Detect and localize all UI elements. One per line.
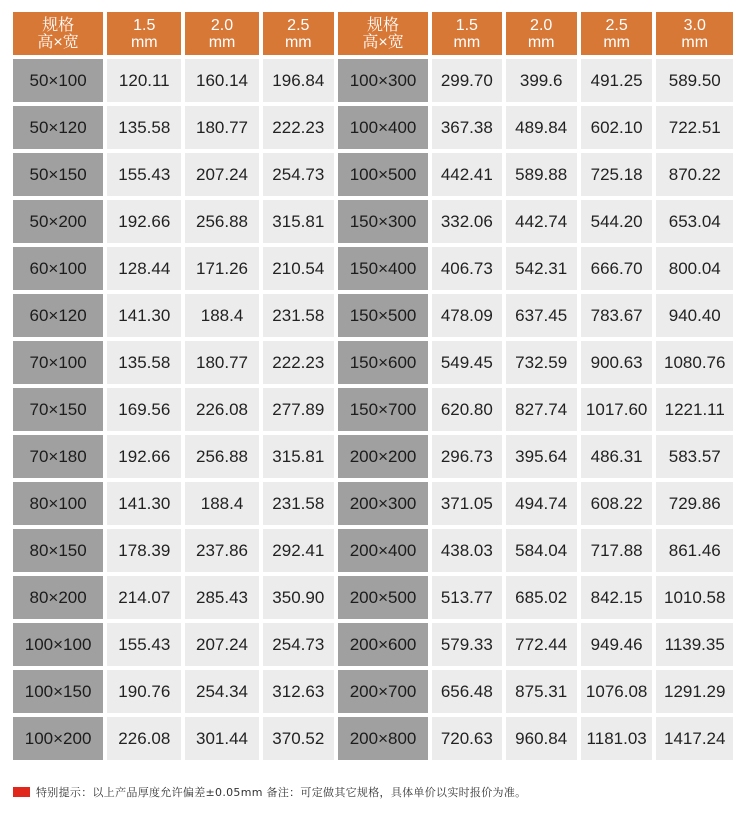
price-cell: 155.43 bbox=[107, 623, 181, 666]
footnote bbox=[13, 784, 526, 800]
price-cell: 438.03 bbox=[432, 529, 501, 572]
price-cell: 722.51 bbox=[656, 106, 733, 149]
price-cell: 1417.24 bbox=[656, 717, 733, 760]
table-row bbox=[13, 576, 733, 619]
price-cell: 827.74 bbox=[506, 388, 577, 431]
price-cell: 296.73 bbox=[432, 435, 501, 478]
table-row bbox=[13, 388, 733, 431]
column-header bbox=[432, 12, 501, 55]
price-cell: 180.77 bbox=[185, 341, 258, 384]
spec-cell: 200×500 bbox=[338, 576, 428, 619]
price-cell: 256.88 bbox=[185, 435, 258, 478]
price-cell: 1010.58 bbox=[656, 576, 733, 619]
price-cell: 870.22 bbox=[656, 153, 733, 196]
spec-cell: 150×600 bbox=[338, 341, 428, 384]
price-cell: 315.81 bbox=[263, 200, 334, 243]
table-row bbox=[13, 247, 733, 290]
price-cell: 207.24 bbox=[185, 153, 258, 196]
price-cell: 171.26 bbox=[185, 247, 258, 290]
spec-cell: 150×300 bbox=[338, 200, 428, 243]
spec-cell: 60×100 bbox=[13, 247, 103, 290]
price-cell: 491.25 bbox=[581, 59, 653, 102]
price-cell: 155.43 bbox=[107, 153, 181, 196]
table-row bbox=[13, 294, 733, 337]
table-row bbox=[13, 670, 733, 713]
footnote-red-marker bbox=[13, 787, 30, 797]
price-cell: 725.18 bbox=[581, 153, 653, 196]
price-cell: 729.86 bbox=[656, 482, 733, 525]
column-header-line1: 规格 bbox=[42, 16, 75, 34]
price-cell: 685.02 bbox=[506, 576, 577, 619]
header-row bbox=[13, 12, 733, 55]
price-cell: 141.30 bbox=[107, 482, 181, 525]
price-cell: 542.31 bbox=[506, 247, 577, 290]
price-cell: 226.08 bbox=[185, 388, 258, 431]
column-header-line2: mm bbox=[453, 33, 481, 51]
price-cell: 367.38 bbox=[432, 106, 501, 149]
price-cell: 656.48 bbox=[432, 670, 501, 713]
price-cell: 192.66 bbox=[107, 435, 181, 478]
spec-cell: 200×700 bbox=[338, 670, 428, 713]
price-cell: 900.63 bbox=[581, 341, 653, 384]
price-cell: 478.09 bbox=[432, 294, 501, 337]
price-cell: 513.77 bbox=[432, 576, 501, 619]
price-cell: 584.04 bbox=[506, 529, 577, 572]
spec-cell: 50×200 bbox=[13, 200, 103, 243]
price-cell: 579.33 bbox=[432, 623, 501, 666]
price-cell: 406.73 bbox=[432, 247, 501, 290]
price-cell: 222.23 bbox=[263, 106, 334, 149]
price-cell: 231.58 bbox=[263, 482, 334, 525]
price-cell: 135.58 bbox=[107, 341, 181, 384]
price-cell: 589.50 bbox=[656, 59, 733, 102]
price-cell: 1017.60 bbox=[581, 388, 653, 431]
price-table bbox=[9, 8, 737, 764]
spec-cell: 100×200 bbox=[13, 717, 103, 760]
spec-cell: 150×700 bbox=[338, 388, 428, 431]
column-header-line2: mm bbox=[681, 33, 709, 51]
price-cell: 254.34 bbox=[185, 670, 258, 713]
price-cell: 371.05 bbox=[432, 482, 501, 525]
table-row bbox=[13, 717, 733, 760]
column-header bbox=[13, 12, 103, 55]
price-cell: 315.81 bbox=[263, 435, 334, 478]
price-cell: 254.73 bbox=[263, 153, 334, 196]
price-cell: 1181.03 bbox=[581, 717, 653, 760]
spec-cell: 50×150 bbox=[13, 153, 103, 196]
price-cell: 800.04 bbox=[656, 247, 733, 290]
price-cell: 188.4 bbox=[185, 482, 258, 525]
spec-cell: 70×150 bbox=[13, 388, 103, 431]
column-header-line1: 2.5 bbox=[287, 16, 310, 34]
price-cell: 544.20 bbox=[581, 200, 653, 243]
price-table-container bbox=[13, 12, 737, 764]
spec-cell: 70×180 bbox=[13, 435, 103, 478]
spec-cell: 100×150 bbox=[13, 670, 103, 713]
price-cell: 602.10 bbox=[581, 106, 653, 149]
price-cell: 188.4 bbox=[185, 294, 258, 337]
price-cell: 494.74 bbox=[506, 482, 577, 525]
price-cell: 489.84 bbox=[506, 106, 577, 149]
price-cell: 486.31 bbox=[581, 435, 653, 478]
table-body bbox=[13, 59, 733, 760]
column-header bbox=[107, 12, 181, 55]
price-cell: 120.11 bbox=[107, 59, 181, 102]
table-row bbox=[13, 623, 733, 666]
price-cell: 1221.11 bbox=[656, 388, 733, 431]
column-header bbox=[656, 12, 733, 55]
price-cell: 169.56 bbox=[107, 388, 181, 431]
price-cell: 226.08 bbox=[107, 717, 181, 760]
price-cell: 350.90 bbox=[263, 576, 334, 619]
price-cell: 720.63 bbox=[432, 717, 501, 760]
price-cell: 960.84 bbox=[506, 717, 577, 760]
price-cell: 285.43 bbox=[185, 576, 258, 619]
column-header-line1: 1.5 bbox=[133, 16, 156, 34]
price-cell: 861.46 bbox=[656, 529, 733, 572]
price-cell: 370.52 bbox=[263, 717, 334, 760]
spec-cell: 50×100 bbox=[13, 59, 103, 102]
price-cell: 210.54 bbox=[263, 247, 334, 290]
price-cell: 231.58 bbox=[263, 294, 334, 337]
price-cell: 128.44 bbox=[107, 247, 181, 290]
spec-cell: 200×300 bbox=[338, 482, 428, 525]
spec-cell: 200×600 bbox=[338, 623, 428, 666]
price-cell: 442.74 bbox=[506, 200, 577, 243]
column-header-line2: mm bbox=[603, 33, 630, 51]
price-cell: 653.04 bbox=[656, 200, 733, 243]
price-cell: 666.70 bbox=[581, 247, 653, 290]
price-cell: 1139.35 bbox=[656, 623, 733, 666]
price-cell: 549.45 bbox=[432, 341, 501, 384]
table-row bbox=[13, 200, 733, 243]
spec-cell: 80×200 bbox=[13, 576, 103, 619]
price-cell: 196.84 bbox=[263, 59, 334, 102]
price-cell: 254.73 bbox=[263, 623, 334, 666]
footnote-text: 特别提示：以上产品厚度允许偏差±0.05mm 备注：可定做其它规格，具体单价以实时报价为准。 bbox=[36, 786, 527, 799]
price-cell: 772.44 bbox=[506, 623, 577, 666]
spec-cell: 200×200 bbox=[338, 435, 428, 478]
column-header-line2: mm bbox=[208, 33, 236, 51]
column-header-line1: 2.0 bbox=[210, 16, 234, 34]
column-header-line1: 2.0 bbox=[530, 16, 553, 34]
price-cell: 589.88 bbox=[506, 153, 577, 196]
price-cell: 395.64 bbox=[506, 435, 577, 478]
price-cell: 940.40 bbox=[656, 294, 733, 337]
price-cell: 608.22 bbox=[581, 482, 653, 525]
table-row bbox=[13, 153, 733, 196]
spec-cell: 100×300 bbox=[338, 59, 428, 102]
price-cell: 875.31 bbox=[506, 670, 577, 713]
price-cell: 190.76 bbox=[107, 670, 181, 713]
price-cell: 949.46 bbox=[581, 623, 653, 666]
spec-cell: 70×100 bbox=[13, 341, 103, 384]
column-header-line2: mm bbox=[130, 33, 158, 51]
price-cell: 637.45 bbox=[506, 294, 577, 337]
price-cell: 399.6 bbox=[506, 59, 577, 102]
spec-cell: 200×800 bbox=[338, 717, 428, 760]
price-cell: 717.88 bbox=[581, 529, 653, 572]
spec-cell: 80×150 bbox=[13, 529, 103, 572]
price-cell: 1291.29 bbox=[656, 670, 733, 713]
table-row bbox=[13, 106, 733, 149]
price-cell: 237.86 bbox=[185, 529, 258, 572]
column-header bbox=[185, 12, 258, 55]
price-cell: 1080.76 bbox=[656, 341, 733, 384]
column-header-line1: 规格 bbox=[367, 16, 400, 34]
spec-cell: 100×400 bbox=[338, 106, 428, 149]
spec-cell: 200×400 bbox=[338, 529, 428, 572]
column-header bbox=[581, 12, 653, 55]
price-cell: 160.14 bbox=[185, 59, 258, 102]
column-header bbox=[263, 12, 334, 55]
price-cell: 301.44 bbox=[185, 717, 258, 760]
price-cell: 783.67 bbox=[581, 294, 653, 337]
price-cell: 332.06 bbox=[432, 200, 501, 243]
table-row bbox=[13, 341, 733, 384]
spec-cell: 150×400 bbox=[338, 247, 428, 290]
column-header-line2: mm bbox=[284, 33, 312, 51]
price-cell: 620.80 bbox=[432, 388, 501, 431]
table-row bbox=[13, 529, 733, 572]
table-row bbox=[13, 482, 733, 525]
spec-cell: 100×500 bbox=[338, 153, 428, 196]
price-cell: 214.07 bbox=[107, 576, 181, 619]
spec-cell: 50×120 bbox=[13, 106, 103, 149]
price-cell: 178.39 bbox=[107, 529, 181, 572]
spec-cell: 150×500 bbox=[338, 294, 428, 337]
price-cell: 207.24 bbox=[185, 623, 258, 666]
price-cell: 141.30 bbox=[107, 294, 181, 337]
price-cell: 842.15 bbox=[581, 576, 653, 619]
price-cell: 442.41 bbox=[432, 153, 501, 196]
spec-cell: 80×100 bbox=[13, 482, 103, 525]
price-cell: 222.23 bbox=[263, 341, 334, 384]
column-header-line2: 高×宽 bbox=[37, 33, 79, 51]
price-cell: 135.58 bbox=[107, 106, 181, 149]
price-cell: 299.70 bbox=[432, 59, 501, 102]
price-cell: 292.41 bbox=[263, 529, 334, 572]
price-cell: 192.66 bbox=[107, 200, 181, 243]
price-cell: 277.89 bbox=[263, 388, 334, 431]
column-header-line1: 2.5 bbox=[605, 16, 628, 34]
column-header-line1: 1.5 bbox=[455, 16, 478, 34]
spec-cell: 60×120 bbox=[13, 294, 103, 337]
table-row bbox=[13, 435, 733, 478]
column-header-line2: mm bbox=[527, 33, 555, 51]
price-cell: 732.59 bbox=[506, 341, 577, 384]
table-row bbox=[13, 59, 733, 102]
column-header bbox=[506, 12, 577, 55]
column-header bbox=[338, 12, 428, 55]
price-cell: 256.88 bbox=[185, 200, 258, 243]
price-cell: 583.57 bbox=[656, 435, 733, 478]
price-cell: 312.63 bbox=[263, 670, 334, 713]
column-header-line2: 高×宽 bbox=[362, 33, 404, 51]
column-header-line1: 3.0 bbox=[683, 16, 706, 34]
spec-cell: 100×100 bbox=[13, 623, 103, 666]
price-cell: 180.77 bbox=[185, 106, 258, 149]
price-cell: 1076.08 bbox=[581, 670, 653, 713]
